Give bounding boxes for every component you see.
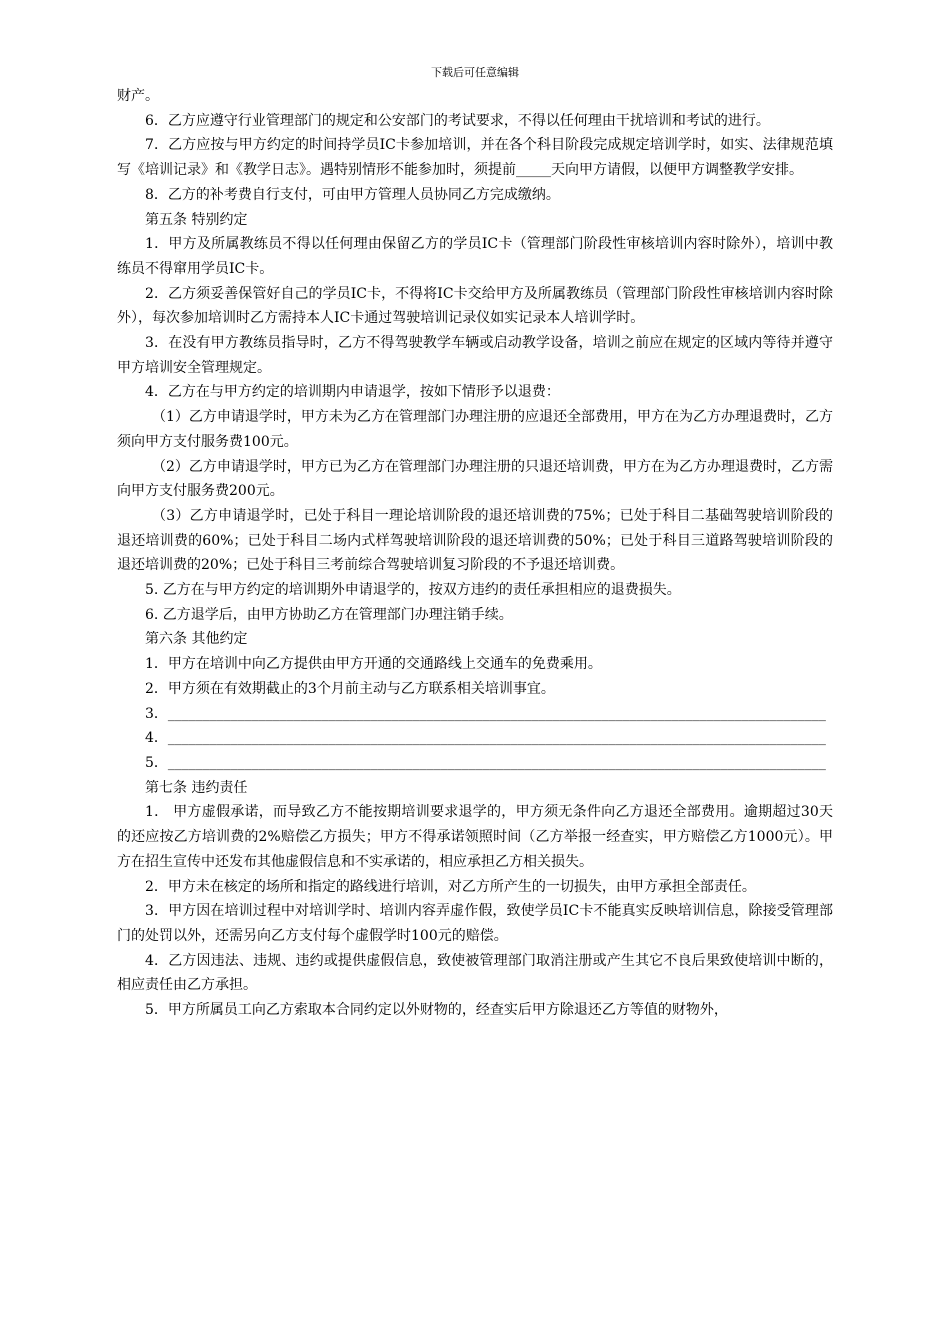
clause-item: 4．乙方在与甲方约定的培训期内申请退学，按如下情形予以退费： <box>145 384 560 401</box>
clause-item: 5．甲方所属员工向乙方索取本合同约定以外财物的，经查实后甲方除退还乙方等值的财物外， <box>145 1002 728 1019</box>
sub-clause-item: （1）乙方申请退学时，甲方未为乙方在管理部门办理注册的应退还全部费用，甲方在为乙方办理退费时，乙方须向甲方支付服务费100元。 <box>117 409 833 450</box>
clause-item: 2．甲方须在有效期截止的3个月前主动与乙方联系相关培训事宜。 <box>145 680 555 697</box>
page-header: 下载后可任意编辑 <box>431 66 519 79</box>
clause-item: 8．乙方的补考费自行支付，可由甲方管理人员协同乙方完成缴纳。 <box>145 186 560 203</box>
sub-clause-item: （2）乙方申请退学时，甲方已为乙方在管理部门办理注册的只退还培训费，甲方在为乙方办理退费时，乙方需向甲方支付服务费200元。 <box>117 458 833 500</box>
clause-item: 6．乙方应遵守行业管理部门的规定和公安部门的考试要求，不得以任何理由干扰培训和考试的进行。 <box>145 112 770 129</box>
clause-item: 7．乙方应按与甲方约定的时间持学员IC卡参加培训，并在各个科目阶段完成规定培训学时，如实、法律规范填写《培训记录》和《教学日志》。遇特别情形不能参加时，须提前_____天向甲方请假，以便甲方调整教学安排。 <box>117 137 833 179</box>
document-body <box>117 84 833 1023</box>
clause-item: 2．甲方未在核定的场所和指定的路线进行培训，对乙方所产生的一切损失，由甲方承担全部责任。 <box>145 878 756 895</box>
blank-clause-line: 3．______________________________________________________________________________________________ <box>145 705 826 722</box>
clause-item: 2．乙方须妥善保管好自己的学员IC卡，不得将IC卡交给甲方及所属教练员（管理部门阶段性审核培训内容时除外），每次参加培训时乙方需持本人IC卡通过驾驶培训记录仪如实记录本人培训学时。 <box>117 285 833 327</box>
section-heading: 第五条 特别约定 <box>145 211 248 228</box>
clause-item: 3．在没有甲方教练员指导时，乙方不得驾驶教学车辆或启动教学设备，培训之前应在规定的区域内等待并遵守甲方培训安全管理规定。 <box>117 335 833 376</box>
blank-clause-line: 4．______________________________________________________________________________________________ <box>145 730 826 747</box>
clause-item: 1．甲方及所属教练员不得以任何理由保留乙方的学员IC卡（管理部门阶段性审核培训内容时除外），培训中教练员不得窜用学员IC卡。 <box>117 236 833 277</box>
clause-item: 1．甲方在培训中向乙方提供由甲方开通的交通路线上交通车的免费乘用。 <box>145 656 602 673</box>
clause-item: 1． 甲方虚假承诺，而导致乙方不能按期培训要求退学的，甲方须无条件向乙方退还全部费用。逾期超过30天的还应按乙方培训费的2%赔偿乙方损失；甲方不得承诺领照时间（乙方举报一经查实，甲方赔偿乙方1000元）。甲方在招生宣传中还发布其他虚假信息和不实承诺的，相应承担乙方相关损失。 <box>117 804 833 870</box>
clause-item: 6. 乙方退学后，由甲方协助乙方在管理部门办理注销手续。 <box>145 606 513 623</box>
section-heading: 第六条 其他约定 <box>145 631 248 648</box>
clause-item: 3．甲方因在培训过程中对培训学时、培训内容弄虚作假，致使学员IC卡不能真实反映培训信息，除接受管理部门的处罚以外，还需另向乙方支付每个虚假学时100元的赔偿。 <box>117 903 833 944</box>
clause-item: 4．乙方因违法、违规、违约或提供虚假信息，致使被管理部门取消注册或产生其它不良后果致使培训中断的，相应责任由乙方承担。 <box>117 952 833 994</box>
blank-clause-line: 5．______________________________________________________________________________________________ <box>145 754 826 771</box>
clause-item: 5. 乙方在与甲方约定的培训期外申请退学的，按双方违约的责任承担相应的退费损失。 <box>145 582 681 599</box>
sub-clause-item: （3）乙方申请退学时，已处于科目一理论培训阶段的退还培训费的75%；已处于科目二基础驾驶培训阶段的退还培训费的60%；已处于科目二场内式样驾驶培训阶段的退还培训费的50%；已处于科目三道路驾驶培训阶段的退还培训费的20%；已处于科目三考前综合驾驶培训复习阶段的不予退还培训费。 <box>117 507 833 574</box>
paragraph: 财产。 <box>117 88 159 104</box>
section-heading: 第七条 违约责任 <box>145 779 248 796</box>
